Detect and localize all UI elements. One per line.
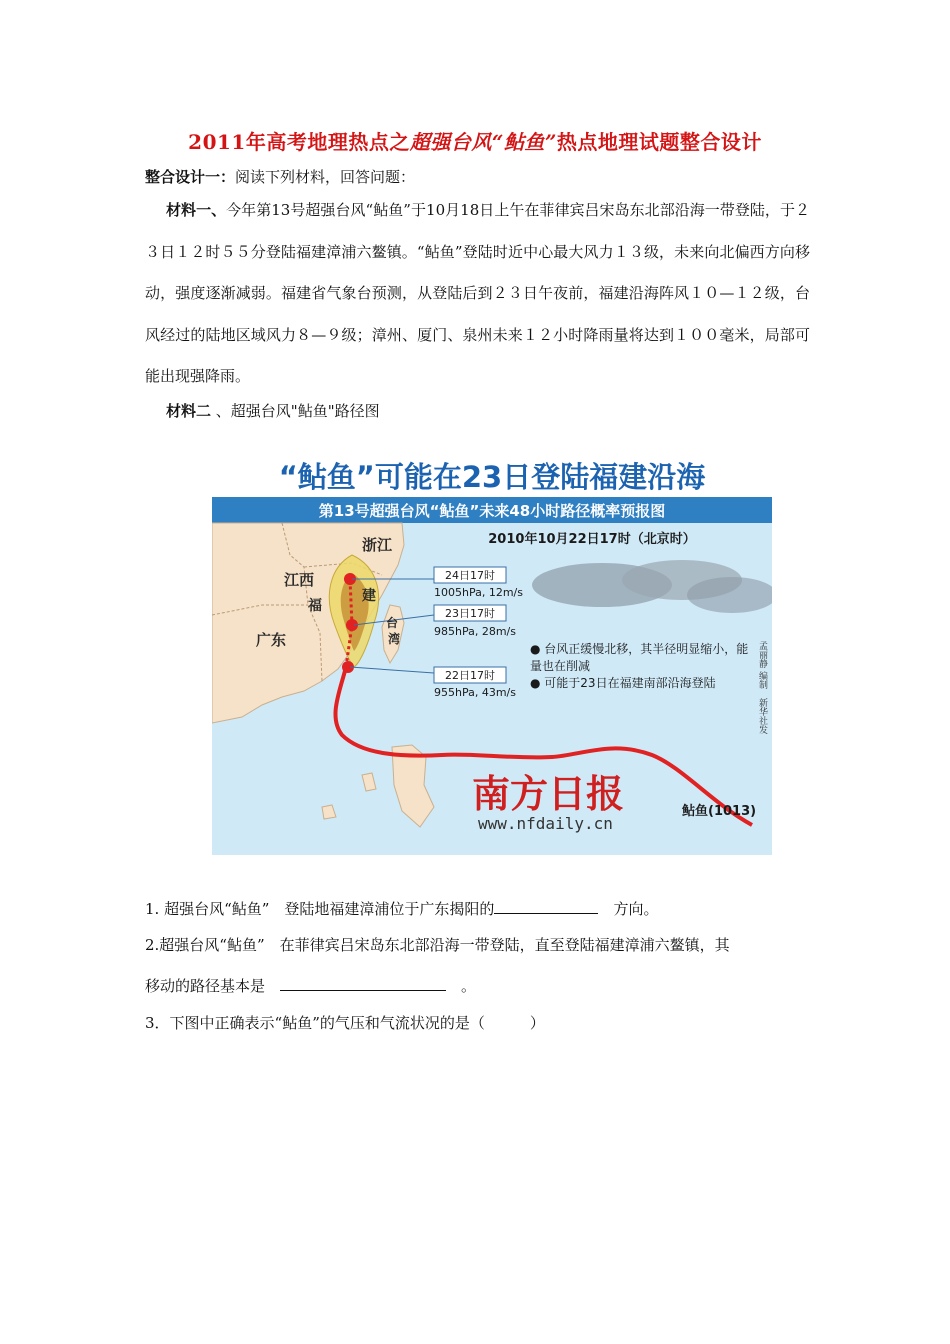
q1-text: 1. 超强台风“鲇鱼” 登陆地福建漳浦位于广东揭阳的 — [145, 900, 495, 918]
q2-text-2: 移动的路径基本是 — [145, 977, 266, 995]
map-note-2-text: 可能于23日在福建南部沿海登陆 — [544, 676, 716, 690]
label-taiwan-2: 湾 — [388, 632, 401, 646]
material2-label: 材料二 — [166, 402, 212, 420]
q2-text-1: 2.超强台风“鲇鱼” 在菲律宾吕宋岛东北部沿海一带登陆，直至登陆福建漳浦六鳌镇，其 — [145, 936, 730, 954]
label-fujian-1: 福 — [308, 598, 322, 614]
section-label: 整合设计一： — [145, 168, 236, 186]
brand-url: www.nfdaily.cn — [478, 814, 613, 833]
material2-text: 、超强台风"鲇鱼"路径图 — [215, 402, 380, 420]
question-3 — [145, 1012, 545, 1033]
section-text: 阅读下列材料，回答问题： — [235, 168, 416, 186]
question-2-line1 — [145, 934, 730, 955]
point-22-data: 955hPa, 43m/s — [434, 686, 516, 699]
q3-text: 3．下图中正确表示“鲇鱼”的气压和气流状况的是（ ） — [145, 1014, 545, 1032]
map-date: 2010年10月22日17时（北京时） — [488, 532, 696, 547]
map-credit: 孟丽静 编制 新华社发 — [757, 641, 767, 734]
title-part2: 超强台风“鲇鱼” — [409, 130, 557, 154]
label-guangdong: 广东 — [256, 631, 287, 649]
typhoon-track-map — [212, 455, 772, 855]
section-heading — [145, 166, 415, 187]
map-subheadline: 第13号超强台风“鲇鱼”未来48小时路径概率预报图 — [318, 502, 666, 520]
title-part3: 热点地理试题整合设计 — [556, 130, 762, 154]
point-24-time: 24日17时 — [445, 569, 495, 582]
point-23-data: 985hPa, 28m/s — [434, 625, 516, 638]
label-taiwan-1: 台 — [386, 616, 399, 630]
material1-text: 今年第13号超强台风“鲇鱼”于10月18日上午在菲律宾吕宋岛东北部沿海一带登陆，于２３日１２时５５分登陆福建漳浦六鳌镇。“鲇鱼”登陆时近中心最大风力１３级，未来向北偏西方向移动，强度逐渐减弱。福建省气象台预测，从登陆后到２３日午夜前，福建沿海阵风１０—１２级，台风经过的陆地区域风力８—９级；漳州、厦门、泉州未来１２小时降雨量将达到１００毫米，局部可能出现强降雨。 — [145, 201, 810, 385]
label-fujian-2: 建 — [362, 588, 376, 604]
map-note-1: ● 台风正缓慢北移，其半径明显缩小，能量也在削减 — [530, 642, 749, 673]
point-23-time: 23日17时 — [445, 607, 495, 620]
q2-suffix: 。 — [461, 977, 477, 995]
title-part1: 2011年高考地理热点之 — [188, 130, 410, 154]
material2-heading — [166, 400, 380, 421]
point-22-time: 22日17时 — [445, 669, 495, 682]
storm-label: 鲇鱼(1013) — [682, 804, 757, 819]
q2-answer-blank[interactable] — [280, 975, 446, 991]
point-24-data: 1005hPa, 12m/s — [434, 586, 523, 599]
map-headline: “鲇鱼”可能在23日登陆福建沿海 — [278, 460, 706, 494]
brand-logo: 南方日报 — [472, 771, 625, 816]
material1-label: 材料一、 — [166, 201, 227, 219]
map-note-1-text: 台风正缓慢北移，其半径明显缩小，能量也在削减 — [530, 642, 749, 673]
map-note-2: ● 可能于23日在福建南部沿海登陆 — [530, 676, 716, 690]
label-jiangxi: 江西 — [284, 571, 315, 589]
material1-paragraph — [145, 190, 810, 398]
page-title — [0, 126, 950, 155]
label-zhejiang: 浙江 — [362, 536, 393, 554]
q1-suffix: 方向。 — [613, 900, 659, 918]
question-1 — [145, 898, 658, 919]
q1-answer-blank[interactable] — [494, 898, 598, 914]
question-2-line2 — [145, 975, 476, 996]
